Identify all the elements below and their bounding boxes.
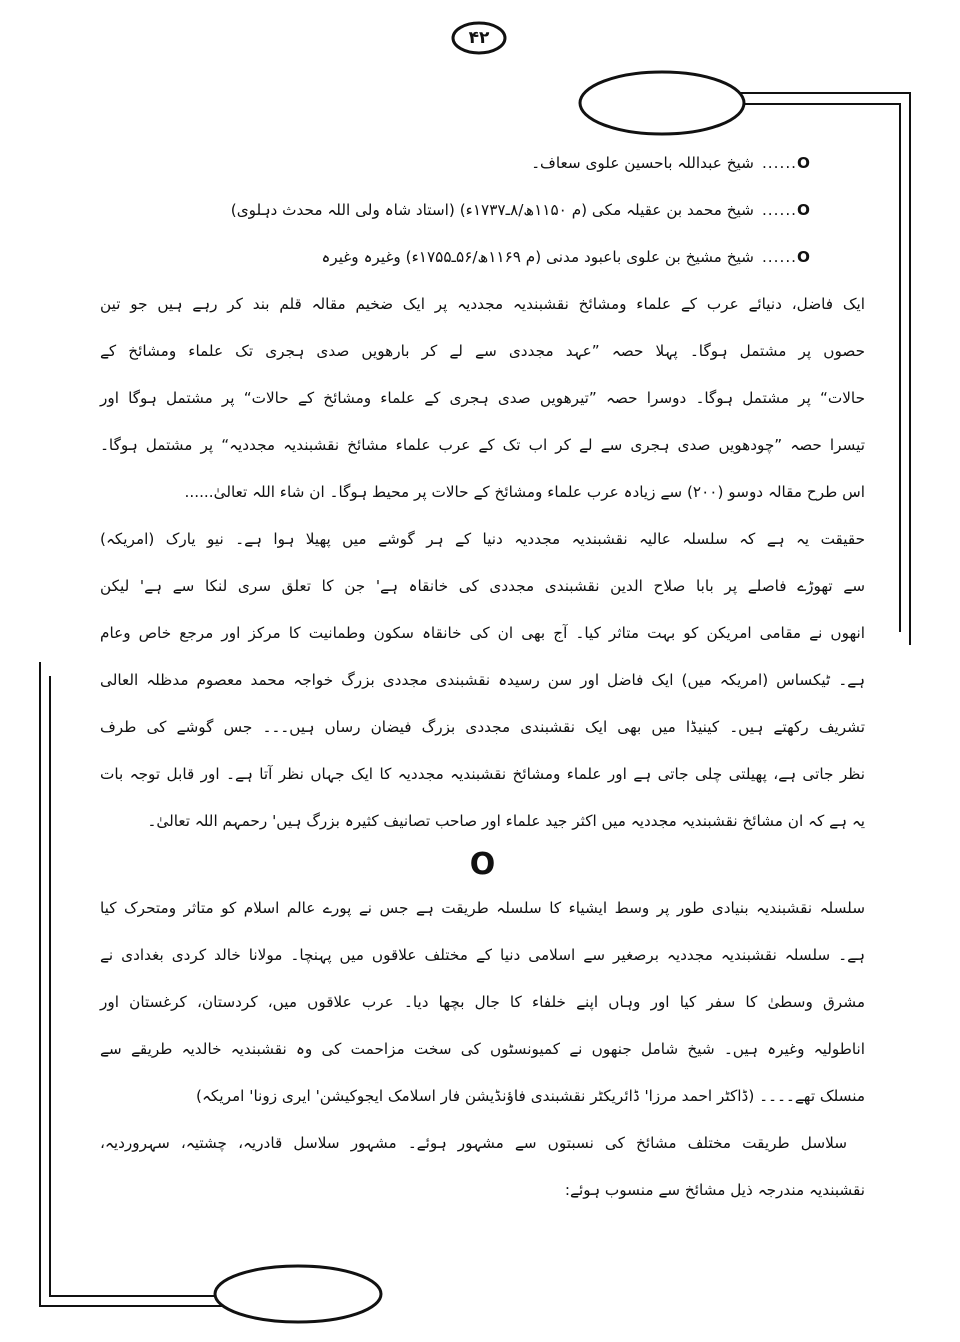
text-column <box>100 140 865 1214</box>
paragraph-line: حصوں پر مشتمل ہوگا۔ پہلا حصہ ”عہد مجددی سے لے کر بارھویں صدی ہجری تک علماء ومشائخ کے <box>100 341 865 360</box>
paragraph-line: سے تھوڑے فاصلے پر بابا صلاح الدین نقشبندی مجددی کی خانقاہ ہے' جن کا تعلق سری لنکا سے ہے' لیکن <box>100 576 865 595</box>
paragraph-line: ہے۔ سلسلہ نقشبندیہ مجددیہ برصغیر سے اسلامی دنیا کے مختلف علاقوں میں پہنچا۔ مولانا خالد کردی بغدادی نے <box>100 945 865 964</box>
bottom-left-oval <box>215 1266 381 1322</box>
section-separator-circle: O <box>469 846 496 882</box>
paragraph-line: منسلک تھے۔۔۔۔ (ڈاکٹر احمد مرزا' ڈائریکٹر نقشبندی فاؤنڈیشن فار اسلامک ایجوکیشن' ایری زونا' امریکہ) <box>196 1086 865 1105</box>
top-right-oval <box>580 72 744 134</box>
bullet-dots: ...... <box>761 247 798 266</box>
bullet-circle-icon: O <box>797 153 810 172</box>
bullet-dots: ...... <box>761 200 798 219</box>
list-item-text: شیخ عبداللہ باحسین علوی سعاف۔ <box>531 153 754 172</box>
list-item <box>100 140 865 187</box>
paragraph-line: مشرق وسطیٰ کا سفر کیا اور وہاں اپنے خلفاء کا جال بچھا دیا۔ عرب علاقوں میں، کردستان، کرغستان اور <box>100 992 865 1011</box>
paragraph-line: حالات“ پر مشتمل ہوگا۔ دوسرا حصہ ”تیرھویں صدی ہجری کے علماء ومشائخ کے حالات“ پر مشتمل ہوگا اور <box>100 388 865 407</box>
list-item-text: شیخ محمد بن عقیلہ مکی (م ۱۱۵۰ھ/۸ـ۱۷۳۷ء) (استاد شاہ ولی اللہ محدث دہلوی) <box>230 200 754 219</box>
paragraph-line: انھوں نے مقامی امریکن کو بہت متاثر کیا۔ آج بھی ان کی خانقاہ سکون وطمانیت کا مرکز اور مرجع خاص وعام <box>100 623 865 642</box>
paragraph-line: نقشبندیہ مندرجہ ذیل مشائخ سے منسوب ہوئے: <box>564 1180 865 1199</box>
paragraph-line: اس طرح مقالہ دوسو (۲۰۰) سے زیادہ عرب علماء ومشائخ کے حالات پر محیط ہوگا۔ ان شاء اللہ تعالیٰ...... <box>184 482 865 501</box>
paragraph-line: تشریف رکھتے ہیں۔ کینیڈا میں بھی ایک نقشبندی مجددی بزرگ فیضان رساں ہیں۔۔۔ جس گوشے کی طرف <box>100 717 865 736</box>
paragraph-line: ایک فاضل، دنیائے عرب کے علماء ومشائخ نقشبندیہ مجددیہ پر ایک ضخیم مقالہ قلم بند کر رہے ہیں جو تین <box>100 294 865 313</box>
paragraph-line: حقیقت یہ ہے کہ سلسلہ عالیہ نقشبندیہ مجددیہ دنیا کے ہر گوشے میں پھیلا ہوا ہے۔ نیو یارک (امریکہ) <box>100 529 865 548</box>
paragraph-line: ہے۔ ٹیکساس (امریکہ میں) ایک فاضل اور سن رسیدہ نقشبندی مجددی بزرگ خواجہ محمد معصوم مدظلہ العالی <box>100 670 865 689</box>
paragraph-line: تیسرا حصہ ”چودھویں صدی ہجری سے لے کر اب تک کے عرب علماء مشائخ نقشبندیہ مجددیہ“ پر مشتمل ہوگا۔ <box>100 435 865 454</box>
list-item <box>100 234 865 281</box>
paragraph-line: یہ ہے کہ ان مشائخ نقشبندیہ مجددیہ میں اکثر جید علماء اور صاحب تصانیف کثیرہ بزرگ ہیں' رحمہم اللہ تعالیٰ۔ <box>147 811 865 830</box>
list-item-text: شیخ مشیخ بن علوی باعبود مدنی (م ۱۱۶۹ھ/۵۶ـ۱۷۵۵ء) وغیرہ وغیرہ <box>321 247 754 266</box>
paragraph-line: اناطولیہ وغیرہ ہیں۔ شیخ شامل جنھوں نے کمیونسٹوں کی سخت مزاحمت کی وہ نقشبندیہ خالدیہ طریقے سے <box>100 1039 865 1058</box>
bullet-dots: ...... <box>761 153 798 172</box>
list-item <box>100 187 865 234</box>
bullet-circle-icon: O <box>797 200 810 219</box>
paragraph-line: نظر جاتی ہے، پھیلتی چلی جاتی ہے اور علماء ومشائخ نقشبندیہ مجددیہ کا ایک جہاں نظر آتا ہے۔ اور قابل توجہ بات <box>100 764 865 783</box>
paragraph-line: سلاسل طریقت مختلف مشائخ کی نسبتوں سے مشہور ہوئے۔ مشہور سلاسل قادریہ، چشتیہ، سہروردیہ، <box>100 1133 847 1152</box>
page-number: ۴۲ <box>468 28 490 48</box>
paragraph-line: سلسلہ نقشبندیہ بنیادی طور پر وسط ایشیاء کا سلسلہ طریقت ہے جس نے پورے عالم اسلام کو متاثر ومتحرک کیا <box>100 898 865 917</box>
bullet-circle-icon: O <box>797 247 810 266</box>
